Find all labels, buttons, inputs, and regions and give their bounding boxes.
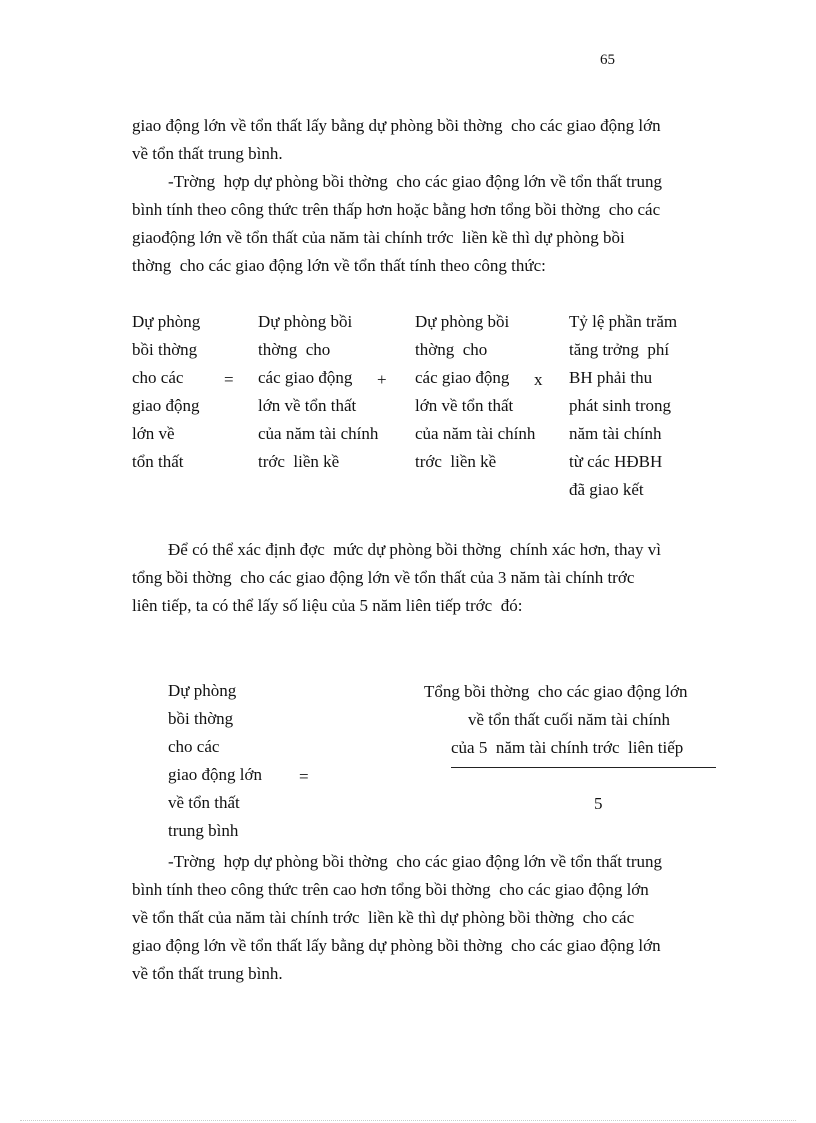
formula2-numerator-line3: của 5 năm tài chính trớc liên tiếp	[451, 738, 684, 757]
para2-line1: -Trờng hợp dự phòng bồi thờng cho các giao động lớn về tổn thất trung	[168, 172, 663, 191]
formula1-term3: Dự phòng bồi thờng cho các giao động lớn về tổn thất của năm tài chính trớc liền kề	[415, 312, 536, 471]
formula2-denominator: 5	[594, 794, 603, 813]
para2-line4: thờng cho các giao động lớn về tổn thất tính theo công thức:	[132, 256, 546, 275]
para4-line2: bình tính theo công thức trên cao hơn tổng bồi thờng cho các giao động lớn	[132, 880, 649, 899]
para3-line3: liên tiếp, ta có thể lấy số liệu của 5 năm liên tiếp trớc đó:	[132, 596, 523, 615]
formula2-equals-sign: =	[299, 767, 309, 786]
formula1-equals-sign: =	[224, 370, 234, 389]
page-bottom-border	[20, 1120, 796, 1121]
para3-line2: tổng bồi thờng cho các giao động lớn về tổn thất của 3 năm tài chính trớc	[132, 568, 635, 587]
formula1-times-sign: x	[534, 370, 543, 389]
para2-line3: giaođộng lớn về tổn thất của năm tài chính trớc liền kề thì dự phòng bồi	[132, 228, 625, 247]
para4-line4: giao động lớn về tổn thất lấy bằng dự phòng bồi thờng cho các giao động lớn	[132, 936, 661, 955]
para4-line5: về tổn thất trung bình.	[132, 964, 283, 983]
formula1-left-term: Dự phòng bồi thờng cho các giao động lớn về tổn thất	[132, 312, 201, 471]
fraction-bar	[451, 767, 716, 768]
formula1-term4: Tỷ lệ phần trăm tăng trởng phí BH phải thu phát sinh trong năm tài chính từ các HĐBH đã giao kết	[569, 312, 678, 499]
formula2-left-term: Dự phòng bồi thờng cho các giao động lớn về tổn thất trung bình	[168, 681, 262, 840]
para2-line2: bình tính theo công thức trên thấp hơn hoặc bằng hơn tổng bồi thờng cho các	[132, 200, 661, 219]
formula1-term2: Dự phòng bồi thờng cho các giao động lớn về tổn thất của năm tài chính trớc liền kề	[258, 312, 379, 471]
para1-line1: giao động lớn về tổn thất lấy bằng dự phòng bồi thờng cho các giao động lớn	[132, 116, 661, 135]
para3-line1: Để có thể xác định đợc mức dự phòng bồi thờng chính xác hơn, thay vì	[168, 540, 661, 559]
formula2-numerator-line2: về tổn thất cuối năm tài chính	[468, 710, 671, 729]
para4-line1: -Trờng hợp dự phòng bồi thờng cho các giao động lớn về tổn thất trung	[168, 852, 663, 871]
page-number: 65	[600, 52, 615, 68]
formula1-plus-sign: +	[377, 370, 387, 389]
para4-line3: về tổn thất của năm tài chính trớc liền kề thì dự phòng bồi thờng cho các	[132, 908, 635, 927]
para1-line2: về tổn thất trung bình.	[132, 144, 283, 163]
formula2-numerator-line1: Tổng bồi thờng cho các giao động lớn	[424, 682, 688, 701]
